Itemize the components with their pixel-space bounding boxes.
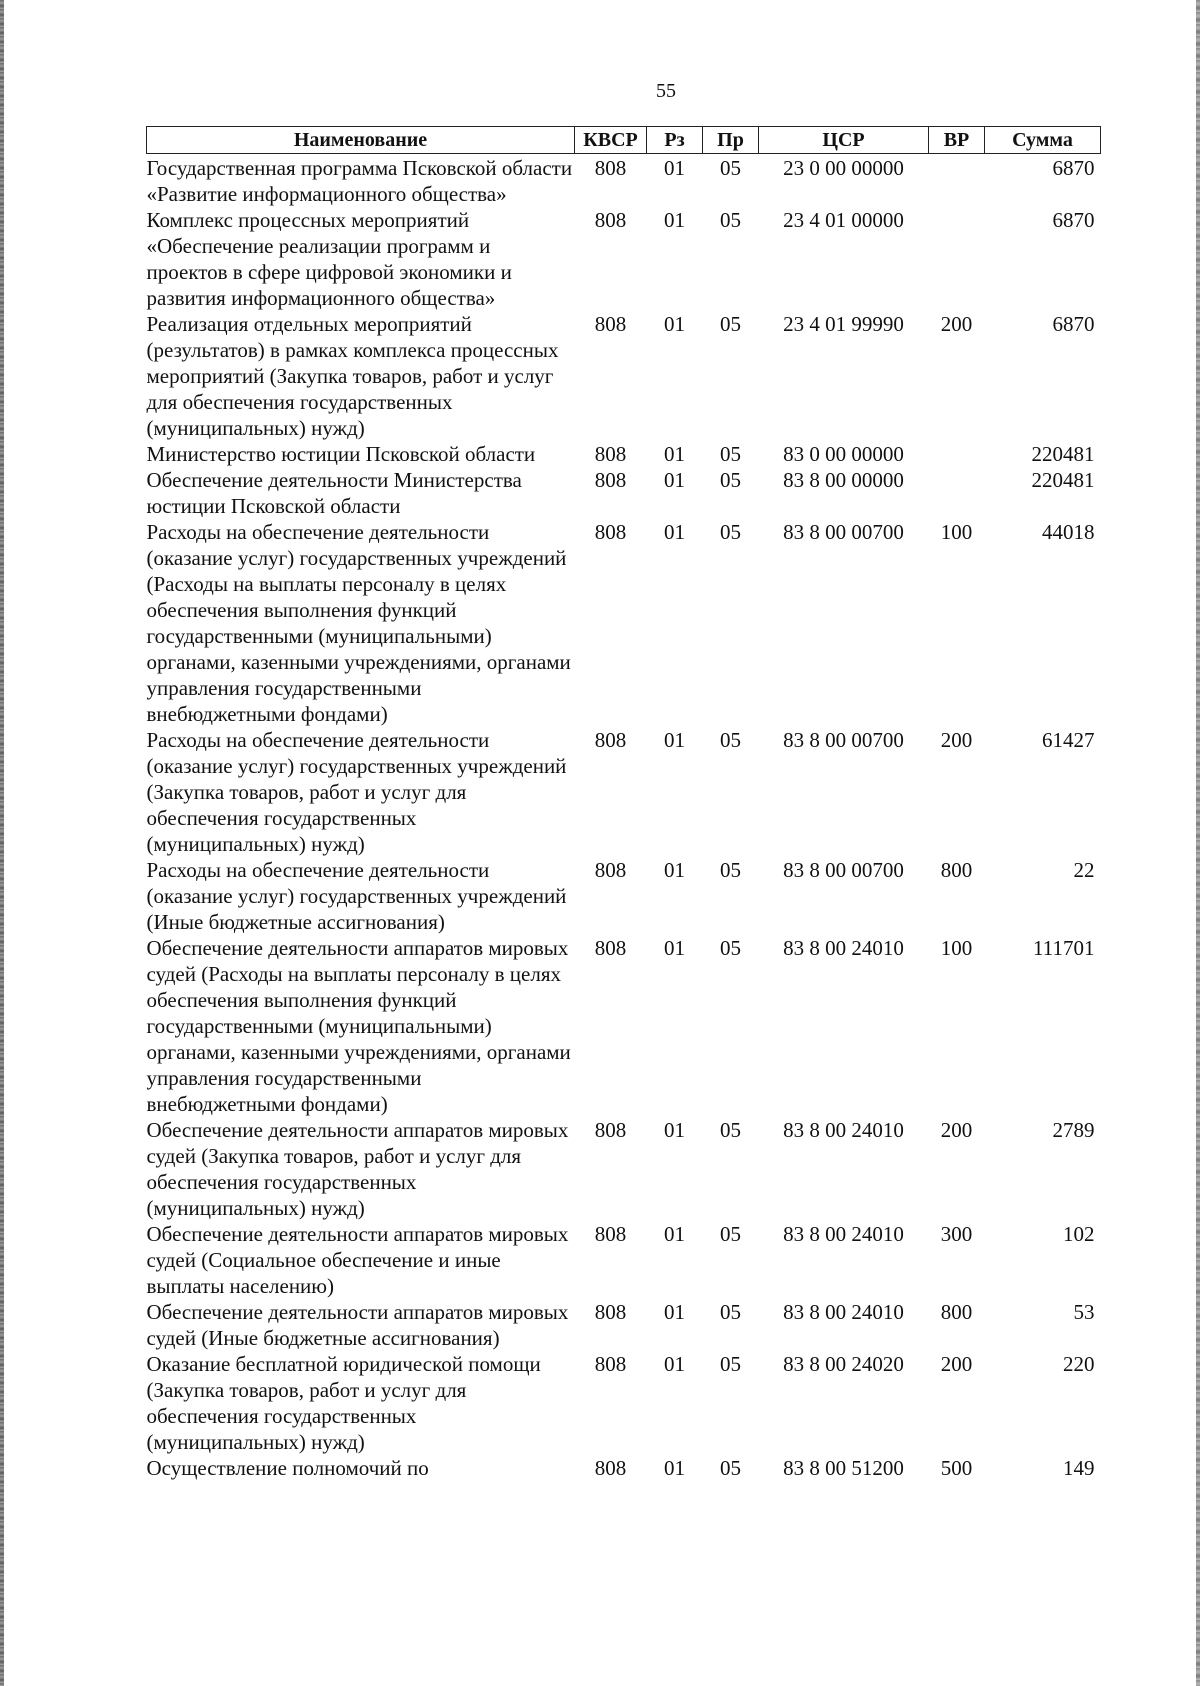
table-row: [147, 857, 1101, 935]
vr-cell: 200: [940, 728, 973, 752]
table-row: [147, 1117, 1101, 1221]
kvsr-cell: 808: [594, 728, 627, 752]
pr-cell: 05: [720, 1300, 741, 1324]
sum-cell: 220: [1063, 1352, 1095, 1376]
table-row: [147, 207, 1101, 311]
kvsr-cell: 808: [594, 312, 627, 336]
name-cell: Расходы на обеспечение деятельности (оказание услуг) государственных учреждений (Расходы на выплаты персоналу в целях обеспечения выполнения функций государственными (муниципальными) органами, казенными учреждениями, органами управления государственными внебюджетными фондами): [146, 520, 571, 726]
pr-cell: 05: [720, 1456, 741, 1480]
table-header-row: [147, 127, 1101, 154]
rz-cell: 01: [664, 728, 685, 752]
vr-cell: [929, 207, 985, 311]
name-cell: Расходы на обеспечение деятельности (оказание услуг) государственных учреждений (Иные бюджетные ассигнования): [146, 858, 567, 934]
csr-cell: 83 8 00 51200: [783, 1456, 904, 1480]
kvsr-cell: 808: [594, 1456, 627, 1480]
name-cell: Министерство юстиции Псковской области: [146, 442, 536, 466]
vr-cell: [929, 154, 985, 208]
table-body: [147, 154, 1101, 1482]
table-row: [147, 154, 1101, 208]
vr-cell: 800: [940, 858, 973, 882]
pr-cell: 05: [720, 728, 741, 752]
kvsr-cell: 808: [594, 156, 627, 180]
header-name: Наименование: [147, 127, 575, 154]
sum-cell: 22: [1073, 858, 1095, 882]
rz-cell: 01: [664, 1118, 685, 1142]
table-row: [147, 727, 1101, 857]
name-cell: Расходы на обеспечение деятельности (оказание услуг) государственных учреждений (Закупка товаров, работ и услуг для обеспечения государственных (муниципальных) нужд): [146, 728, 567, 856]
pr-cell: 05: [720, 1352, 741, 1376]
header-csr: ЦСР: [759, 127, 929, 154]
rz-cell: 01: [664, 1456, 685, 1480]
sum-cell: 6870: [1052, 208, 1095, 232]
vr-cell: [929, 467, 985, 519]
vr-cell: 200: [940, 1352, 973, 1376]
table-row: [147, 1455, 1101, 1481]
sum-cell: 220481: [1031, 442, 1095, 466]
csr-cell: 23 0 00 00000: [783, 156, 904, 180]
csr-cell: 83 8 00 00700: [783, 728, 904, 752]
table-row: [147, 1299, 1101, 1351]
pr-cell: 05: [720, 208, 741, 232]
rz-cell: 01: [664, 208, 685, 232]
name-cell: Обеспечение деятельности аппаратов мировых судей (Расходы на выплаты персоналу в целях обеспечения выполнения функций государственными (муниципальными) органами, казенными учреждениями, органами управления государственными внебюджетными фондами): [146, 936, 571, 1116]
vr-cell: [929, 441, 985, 467]
sum-cell: 102: [1063, 1222, 1095, 1246]
vr-cell: 100: [940, 936, 973, 960]
kvsr-cell: 808: [594, 1300, 627, 1324]
name-cell: Обеспечение деятельности аппаратов мировых судей (Социальное обеспечение и иные выплаты населению): [146, 1222, 569, 1298]
pr-cell: 05: [720, 312, 741, 336]
csr-cell: 83 0 00 00000: [783, 442, 904, 466]
sum-cell: 61427: [1042, 728, 1095, 752]
kvsr-cell: 808: [594, 442, 627, 466]
kvsr-cell: 808: [594, 1118, 627, 1142]
kvsr-cell: 808: [594, 858, 627, 882]
name-cell: Обеспечение деятельности аппаратов мировых судей (Иные бюджетные ассигнования): [146, 1300, 569, 1350]
csr-cell: 23 4 01 00000: [783, 208, 904, 232]
csr-cell: 83 8 00 24010: [783, 1300, 904, 1324]
pr-cell: 05: [720, 936, 741, 960]
pr-cell: 05: [720, 858, 741, 882]
kvsr-cell: 808: [594, 1222, 627, 1246]
name-cell: Обеспечение деятельности аппаратов мировых судей (Закупка товаров, работ и услуг для обеспечения государственных (муниципальных) нужд): [146, 1118, 569, 1220]
table-row: [147, 935, 1101, 1117]
page-number: 55: [656, 80, 676, 102]
sum-cell: 6870: [1052, 312, 1095, 336]
csr-cell: 83 8 00 24020: [783, 1352, 904, 1376]
csr-cell: 83 8 00 24010: [783, 1222, 904, 1246]
kvsr-cell: 808: [594, 520, 627, 544]
sum-cell: 220481: [1031, 468, 1095, 492]
header-rz: Рз: [647, 127, 703, 154]
name-cell: Оказание бесплатной юридической помощи (Закупка товаров, работ и услуг для обеспечения государственных (муниципальных) нужд): [146, 1352, 541, 1454]
rz-cell: 01: [664, 312, 685, 336]
table-row: [147, 441, 1101, 467]
name-cell: Обеспечение деятельности Министерства юстиции Псковской области: [146, 468, 522, 518]
pr-cell: 05: [720, 1118, 741, 1142]
sum-cell: 53: [1073, 1300, 1095, 1324]
sum-cell: 6870: [1052, 156, 1095, 180]
pr-cell: 05: [720, 468, 741, 492]
vr-cell: 300: [940, 1222, 973, 1246]
rz-cell: 01: [664, 936, 685, 960]
sum-cell: 2789: [1052, 1118, 1095, 1142]
rz-cell: 01: [664, 442, 685, 466]
budget-table: [146, 126, 1101, 1481]
csr-cell: 83 8 00 00700: [783, 858, 904, 882]
rz-cell: 01: [664, 858, 685, 882]
table-row: [147, 1221, 1101, 1299]
header-kvsr: КВСР: [575, 127, 647, 154]
kvsr-cell: 808: [594, 1352, 627, 1376]
pr-cell: 05: [720, 520, 741, 544]
rz-cell: 01: [664, 1352, 685, 1376]
kvsr-cell: 808: [594, 208, 627, 232]
pr-cell: 05: [720, 1222, 741, 1246]
name-cell: Реализация отдельных мероприятий (результатов) в рамках комплекса процессных мероприятий (Закупка товаров, работ и услуг для обеспечения государственных (муниципальных) нужд): [146, 312, 559, 440]
table-row: [147, 1351, 1101, 1455]
kvsr-cell: 808: [594, 468, 627, 492]
vr-cell: 100: [940, 520, 973, 544]
vr-cell: 200: [940, 1118, 973, 1142]
rz-cell: 01: [664, 1300, 685, 1324]
rz-cell: 01: [664, 1222, 685, 1246]
rz-cell: 01: [664, 520, 685, 544]
csr-cell: 83 8 00 00700: [783, 520, 904, 544]
csr-cell: 83 8 00 00000: [783, 468, 904, 492]
vr-cell: 500: [940, 1456, 973, 1480]
scan-edge-right: [1196, 0, 1200, 1686]
table-row: [147, 467, 1101, 519]
pr-cell: 05: [720, 156, 741, 180]
name-cell: Государственная программа Псковской области «Развитие информационного общества»: [146, 156, 573, 206]
table-row: [147, 519, 1101, 727]
csr-cell: 83 8 00 24010: [783, 936, 904, 960]
csr-cell: 83 8 00 24010: [783, 1118, 904, 1142]
table-row: [147, 311, 1101, 441]
sum-cell: 149: [1063, 1456, 1095, 1480]
sum-cell: 111701: [1033, 936, 1095, 960]
rz-cell: 01: [664, 468, 685, 492]
rz-cell: 01: [664, 156, 685, 180]
scan-edge-left: [0, 0, 4, 1686]
name-cell: Осуществление полномочий по: [146, 1456, 429, 1480]
vr-cell: 800: [940, 1300, 973, 1324]
csr-cell: 23 4 01 99990: [783, 312, 904, 336]
vr-cell: 200: [940, 312, 973, 336]
name-cell: Комплекс процессных мероприятий «Обеспечение реализации программ и проектов в сфере цифровой экономики и развития информационного общества»: [146, 208, 512, 310]
header-sum: Сумма: [985, 127, 1101, 154]
header-pr: Пр: [703, 127, 759, 154]
pr-cell: 05: [720, 442, 741, 466]
header-vr: ВР: [929, 127, 985, 154]
kvsr-cell: 808: [594, 936, 627, 960]
sum-cell: 44018: [1042, 520, 1095, 544]
